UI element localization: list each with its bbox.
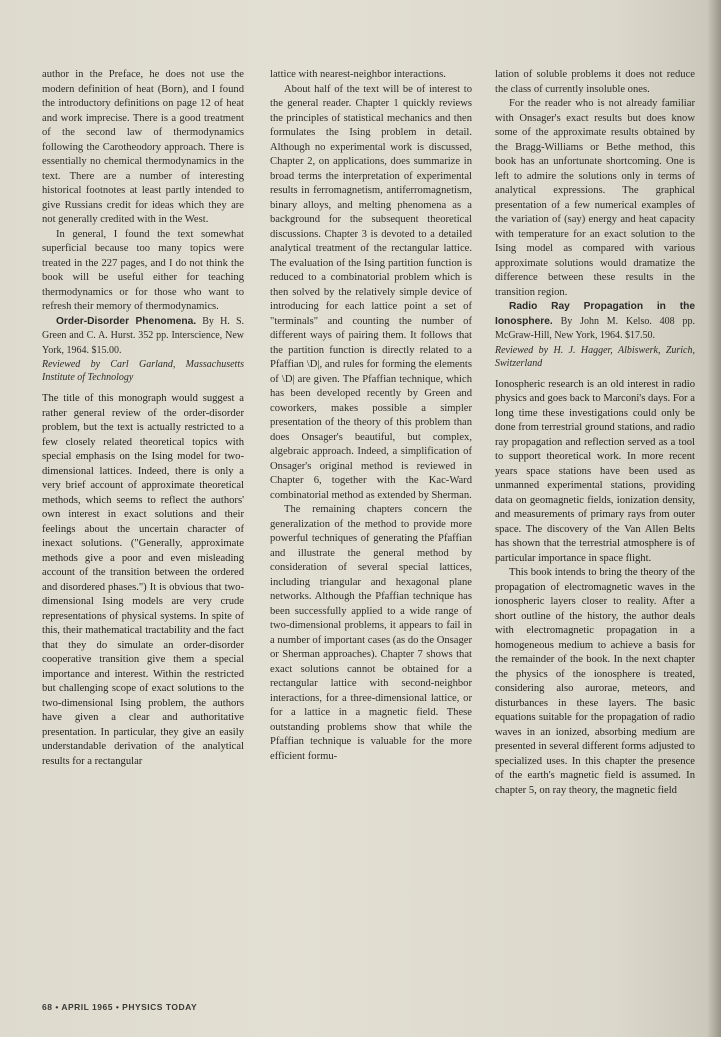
paragraph: lation of soluble problems it does not reduce the class of currently insoluble ones. xyxy=(495,69,695,95)
column-left xyxy=(42,68,244,769)
paragraph: The remaining chapters concern the generalization of the method to provide more powerful techniques of generating the Pfaffian and illustrate the general method by consideration of several special lattices, including triangular and hexagonal plane networks. Although the Pfaffian technique has been successfully applied to a wide range of two-dimensional problems, it appears to fail in a number of important cases (as do the Onsager or Sherman approaches). Chapter 7 shows that exact solutions cannot be obtained for a rectangular lattice with second-neighbor interactions, for a three-dimensional lattice, or for a lattice in a magnetic field. These outstanding problems show that while the Pfaffian technique is valuable for the more efficient formu- xyxy=(270,504,472,762)
review-book-title: Radio Ray Propagation in the Ionosphere. xyxy=(495,301,695,327)
review-heading xyxy=(42,315,244,359)
binding-shadow xyxy=(707,0,721,1037)
paragraph: Ionospheric research is an old interest in radio physics and goes back to Marconi's days. For a long time these investigations could only be done from terrestrial ground stations, and radio ray propagation and reflection served as a tool to support theoretical work. In more recent years space stations have been used as unmanned experimental stations, providing data on geomagnetic fields, ionization density, and measurements of primary rays from outer space. The discovery of the Van Allen Belts has shown that the terrestrial atmosphere is of particular importance in space flight. xyxy=(495,378,695,564)
paragraph: author in the Preface, he does not use the modern definition of heat (Born), and I found the introductory definitions on page 12 of heat and work imprecise. There is a good treatment of the second law of thermodynamics following the Carotheodory approach. There is essentially no chemical thermodynamics in the text. There are a number of interesting historical footnotes at least partly intended to give Russians credit for ideas which they are not generally credited with in the West. xyxy=(42,69,244,225)
paragraph: In general, I found the text somewhat superficial because too many topics were treated in the 227 pages, and I do not think the book will be useful either for teaching thermodynamics or for those who want to refresh their memory of thermodynamics. xyxy=(42,228,244,312)
reviewer-credit: Reviewed by Carl Garland, Massachusetts Institute of Technology xyxy=(42,359,244,383)
paragraph: For the reader who is not already familiar with Onsager's exact results but does know some of the approximate results obtained by the Bragg-Williams or Bethe method, this book has an unfortunate shortcoming. One is left to admire the solutions only in terms of analytical expressions. The graphical presentation of a few numerical examples of the variation of (say) energy and heat capacity with temperature for an exact solution to the Ising model as compared with various approximate solutions would dramatize the difference between these results in the transition region. xyxy=(495,98,695,298)
reviewer-credit: Reviewed by H. J. Hagger, Albiswerk, Zurich, Switzerland xyxy=(495,344,695,369)
review-heading xyxy=(495,300,695,344)
paragraph: About half of the text will be of interest to the general reader. Chapter 1 quickly reviews the principles of statistical mechanics and then formulates the Ising problem in detail. Although no experimental work is discussed, Chapter 2, on applications, does summarize in broad terms the interpretation of experimental results in ferromagnetism, antiferromagnetism, binary alloys, and melting phenomena as a background for the subsequent theoretical discussions. Chapter 3 is devoted to a detailed analytical treatment of the rectangular lattice. The evaluation of the Ising partition function is reduced to a combinatorial problem which is then solved by the relatively simple device of introducing for each lattice point a set of "terminals" and counting the number of different ways of pairing them. It follows that the partition function is directly related to a Pfaffian \D|, and rules for forming the elements of \D| are given. The Pfaffian technique, which has been developed recently by Green and coworkers, makes possible a simpler presentation of the theory of this problem than does Onsager's beautiful, but complex, algebraic approach. Indeed, a simplification of Onsager's original method is reviewed in Chapter 6, together with the Kac-Ward combinatorial method as extended by Sherman. xyxy=(270,83,472,501)
paragraph: This book intends to bring the theory of the propagation of electromagnetic waves in the ionospheric layers closer to reality. After a short outline of the history, the author deals with electromagnetic propagation in a homogeneous medium to achieve a basis for the remainder of the book. In the next chapter the physics of the ionosphere is treated, considering also aurorae, meteors, and disturbances in these layers. The basic equations suitable for the propagation of radio waves in an ionized, absorbing medium are presented in several different forms adjusted to specialized uses. In this chapter the presence of the earth's magnetic field is assumed. In chapter 5, on ray theory, the magnetic field xyxy=(495,567,695,796)
paragraph: lattice with nearest-neighbor interactions. xyxy=(270,69,446,80)
review-citation: By John M. Kelso. 408 pp. McGraw-Hill, New York, 1964. $17.50. xyxy=(495,315,695,341)
page-footer: 68 • APRIL 1965 • PHYSICS TODAY xyxy=(42,1002,198,1012)
paragraph: The title of this monograph would suggest a rather general review of the order-disorder problem, but the text is actually restricted to a few closely related theoretical topics with special emphasis on the Ising model for two-dimensional lattices. Indeed, there is only a very brief account of approximate theoretical methods, which seems to reflect the authors' own interest in exact solutions and their feelings about the uncertain character of inexact solutions. ("Generally, approximate methods give a poor and even misleading account of the transition between the ordered and disordered phases.") It is obvious that two-dimensional Ising models are very crude representations of physical systems. In spite of this, their mathematical tractability and the fact that they do simulate an order-disorder cooperative transition give them a special importance and interest. Within the restricted but challenging scope of exact solutions to the two-dimensional Ising problem, the authors have given a clear and authoritative presentation. In particular, they give an easily understandable derivation of the analytical results for a rectangular xyxy=(42,393,244,767)
column-middle xyxy=(270,68,472,764)
review-citation: By H. S. Green and C. A. Hurst. 352 pp. Interscience, New York, 1964. $15.00. xyxy=(42,315,245,356)
review-book-title: Order-Disorder Phenomena. xyxy=(56,315,197,327)
column-right xyxy=(495,68,695,798)
